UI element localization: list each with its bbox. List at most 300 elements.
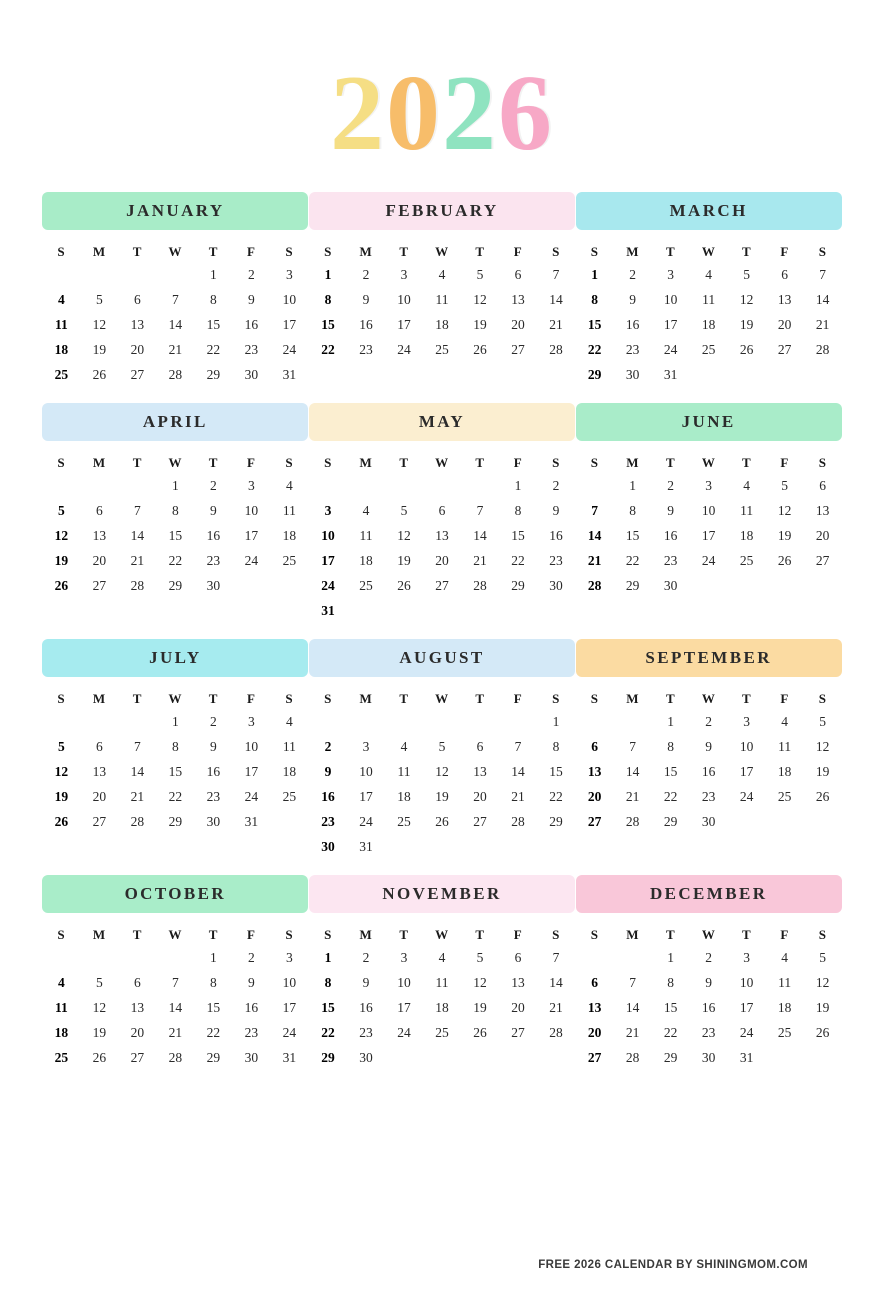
day-cell[interactable]: 3 [247,478,255,493]
day-cell[interactable]: 7 [552,950,560,965]
day-cell[interactable]: 23 [359,1025,373,1040]
day-cell[interactable]: 9 [705,739,713,754]
day-cell[interactable]: 25 [397,814,411,829]
day-cell[interactable]: 16 [701,764,716,779]
day-cell[interactable]: 20 [587,1025,602,1040]
day-cell[interactable]: 15 [625,528,640,543]
day-cell[interactable]: 8 [324,292,332,307]
day-cell[interactable]: 6 [591,739,599,754]
day-cell[interactable]: 18 [282,764,297,779]
day-cell[interactable]: 11 [359,528,373,543]
day-cell[interactable]: 9 [362,292,370,307]
day-cell[interactable]: 26 [473,342,487,357]
day-cell[interactable]: 30 [244,1050,259,1065]
day-cell[interactable]: 20 [92,789,107,804]
day-cell[interactable]: 10 [244,739,259,754]
day-cell[interactable]: 1 [667,950,675,965]
day-cell[interactable]: 21 [549,1000,563,1015]
day-cell[interactable]: 10 [397,292,411,307]
day-cell[interactable]: 11 [778,975,792,990]
day-cell[interactable]: 25 [435,342,449,357]
day-cell[interactable]: 21 [625,1025,640,1040]
day-cell[interactable]: 19 [92,1025,107,1040]
day-cell[interactable]: 7 [171,975,179,990]
day-cell[interactable]: 11 [54,1000,68,1015]
day-cell[interactable]: 19 [92,342,107,357]
day-cell[interactable]: 19 [397,553,411,568]
day-cell[interactable]: 9 [552,503,560,518]
day-cell[interactable]: 19 [815,1000,830,1015]
day-cell[interactable]: 14 [549,292,563,307]
day-cell[interactable]: 17 [397,317,411,332]
day-cell[interactable]: 6 [514,950,522,965]
day-cell[interactable]: 19 [777,528,792,543]
day-cell[interactable]: 13 [92,764,107,779]
day-cell[interactable]: 6 [133,292,141,307]
day-cell[interactable]: 16 [206,764,221,779]
day-cell[interactable]: 3 [285,267,293,282]
day-cell[interactable]: 15 [206,317,221,332]
day-cell[interactable]: 1 [591,267,599,282]
day-cell[interactable]: 28 [168,367,183,382]
day-cell[interactable]: 1 [209,950,217,965]
day-cell[interactable]: 12 [777,503,792,518]
day-cell[interactable]: 1 [324,950,332,965]
day-cell[interactable]: 8 [629,503,637,518]
day-cell[interactable]: 7 [819,267,827,282]
day-cell[interactable]: 20 [777,317,792,332]
day-cell[interactable]: 16 [549,528,563,543]
day-cell[interactable]: 6 [819,478,827,493]
day-cell[interactable]: 17 [282,1000,297,1015]
day-cell[interactable]: 8 [171,739,179,754]
day-cell[interactable]: 7 [171,292,179,307]
day-cell[interactable]: 5 [476,267,484,282]
day-cell[interactable]: 23 [244,1025,259,1040]
day-cell[interactable]: 5 [95,292,103,307]
day-cell[interactable]: 22 [587,342,602,357]
day-cell[interactable]: 17 [359,789,373,804]
day-cell[interactable]: 19 [473,317,487,332]
day-cell[interactable]: 10 [739,975,754,990]
day-cell[interactable]: 26 [815,1025,830,1040]
day-cell[interactable]: 13 [587,764,602,779]
day-cell[interactable]: 9 [667,503,675,518]
day-cell[interactable]: 22 [168,789,183,804]
day-cell[interactable]: 3 [324,503,332,518]
day-cell[interactable]: 24 [282,342,297,357]
day-cell[interactable]: 13 [130,317,145,332]
day-cell[interactable]: 28 [815,342,830,357]
day-cell[interactable]: 15 [168,528,183,543]
day-cell[interactable]: 9 [247,975,255,990]
day-cell[interactable]: 30 [663,578,678,593]
day-cell[interactable]: 27 [511,342,525,357]
day-cell[interactable]: 10 [663,292,678,307]
day-cell[interactable]: 29 [206,367,221,382]
day-cell[interactable]: 30 [625,367,640,382]
day-cell[interactable]: 20 [511,317,525,332]
day-cell[interactable]: 18 [777,1000,792,1015]
day-cell[interactable]: 19 [435,789,449,804]
day-cell[interactable]: 9 [362,975,370,990]
day-cell[interactable]: 21 [625,789,640,804]
day-cell[interactable]: 14 [587,528,602,543]
day-cell[interactable]: 17 [397,1000,411,1015]
day-cell[interactable]: 8 [209,292,217,307]
day-cell[interactable]: 3 [362,739,370,754]
day-cell[interactable]: 7 [591,503,599,518]
day-cell[interactable]: 23 [549,553,563,568]
day-cell[interactable]: 7 [552,267,560,282]
day-cell[interactable]: 5 [57,503,65,518]
day-cell[interactable]: 26 [92,367,107,382]
day-cell[interactable]: 13 [587,1000,602,1015]
day-cell[interactable]: 24 [701,553,716,568]
day-cell[interactable]: 5 [476,950,484,965]
day-cell[interactable]: 4 [285,714,293,729]
day-cell[interactable]: 17 [739,764,754,779]
day-cell[interactable]: 19 [739,317,754,332]
day-cell[interactable]: 3 [400,267,408,282]
day-cell[interactable]: 16 [321,789,335,804]
day-cell[interactable]: 11 [702,292,716,307]
day-cell[interactable]: 14 [473,528,487,543]
day-cell[interactable]: 30 [321,839,335,854]
day-cell[interactable]: 28 [587,578,602,593]
day-cell[interactable]: 27 [511,1025,525,1040]
day-cell[interactable]: 5 [743,267,751,282]
day-cell[interactable]: 1 [324,267,332,282]
day-cell[interactable]: 5 [819,714,827,729]
day-cell[interactable]: 7 [629,739,637,754]
day-cell[interactable]: 12 [815,975,830,990]
day-cell[interactable]: 16 [625,317,640,332]
day-cell[interactable]: 25 [777,1025,792,1040]
day-cell[interactable]: 15 [549,764,563,779]
day-cell[interactable]: 6 [95,739,103,754]
day-cell[interactable]: 29 [663,1050,678,1065]
day-cell[interactable]: 28 [473,578,487,593]
day-cell[interactable]: 23 [625,342,640,357]
day-cell[interactable]: 24 [663,342,678,357]
day-cell[interactable]: 13 [435,528,449,543]
day-cell[interactable]: 18 [397,789,411,804]
day-cell[interactable]: 25 [359,578,373,593]
day-cell[interactable]: 10 [321,528,335,543]
day-cell[interactable]: 21 [511,789,525,804]
day-cell[interactable]: 20 [587,789,602,804]
day-cell[interactable]: 20 [511,1000,525,1015]
day-cell[interactable]: 12 [739,292,754,307]
day-cell[interactable]: 2 [362,950,370,965]
day-cell[interactable]: 30 [206,814,221,829]
day-cell[interactable]: 2 [667,478,675,493]
day-cell[interactable]: 18 [54,342,69,357]
day-cell[interactable]: 20 [473,789,487,804]
day-cell[interactable]: 2 [247,950,255,965]
day-cell[interactable]: 12 [473,292,487,307]
day-cell[interactable]: 15 [168,764,183,779]
day-cell[interactable]: 25 [777,789,792,804]
day-cell[interactable]: 10 [397,975,411,990]
day-cell[interactable]: 4 [285,478,293,493]
day-cell[interactable]: 22 [663,789,678,804]
day-cell[interactable]: 3 [705,478,713,493]
day-cell[interactable]: 20 [130,342,145,357]
day-cell[interactable]: 26 [739,342,754,357]
day-cell[interactable]: 8 [552,739,560,754]
day-cell[interactable]: 7 [133,503,141,518]
day-cell[interactable]: 24 [397,1025,411,1040]
day-cell[interactable]: 20 [435,553,449,568]
day-cell[interactable]: 29 [663,814,678,829]
day-cell[interactable]: 26 [92,1050,107,1065]
day-cell[interactable]: 28 [549,342,563,357]
day-cell[interactable]: 31 [359,839,373,854]
day-cell[interactable]: 14 [625,764,640,779]
day-cell[interactable]: 21 [168,1025,183,1040]
day-cell[interactable]: 12 [54,764,69,779]
day-cell[interactable]: 3 [247,714,255,729]
day-cell[interactable]: 26 [397,578,411,593]
day-cell[interactable]: 28 [511,814,525,829]
day-cell[interactable]: 7 [629,975,637,990]
day-cell[interactable]: 24 [321,578,335,593]
day-cell[interactable]: 24 [739,789,754,804]
day-cell[interactable]: 15 [511,528,525,543]
day-cell[interactable]: 12 [397,528,411,543]
day-cell[interactable]: 6 [438,503,446,518]
day-cell[interactable]: 11 [435,292,449,307]
day-cell[interactable]: 15 [663,764,678,779]
day-cell[interactable]: 30 [549,578,563,593]
day-cell[interactable]: 8 [171,503,179,518]
day-cell[interactable]: 29 [206,1050,221,1065]
day-cell[interactable]: 2 [209,714,217,729]
day-cell[interactable]: 16 [663,528,678,543]
day-cell[interactable]: 30 [244,367,259,382]
day-cell[interactable]: 7 [133,739,141,754]
day-cell[interactable]: 29 [587,367,602,382]
day-cell[interactable]: 7 [476,503,484,518]
day-cell[interactable]: 31 [321,603,335,618]
day-cell[interactable]: 4 [362,503,370,518]
day-cell[interactable]: 2 [209,478,217,493]
day-cell[interactable]: 29 [549,814,563,829]
day-cell[interactable]: 14 [168,317,183,332]
day-cell[interactable]: 8 [667,975,675,990]
day-cell[interactable]: 23 [244,342,259,357]
day-cell[interactable]: 14 [625,1000,640,1015]
day-cell[interactable]: 2 [629,267,637,282]
day-cell[interactable]: 18 [435,1000,449,1015]
day-cell[interactable]: 29 [511,578,525,593]
day-cell[interactable]: 13 [815,503,830,518]
day-cell[interactable]: 11 [54,317,68,332]
day-cell[interactable]: 10 [739,739,754,754]
day-cell[interactable]: 22 [321,1025,335,1040]
day-cell[interactable]: 27 [587,814,602,829]
day-cell[interactable]: 29 [625,578,640,593]
day-cell[interactable]: 17 [244,764,259,779]
day-cell[interactable]: 12 [435,764,449,779]
day-cell[interactable]: 1 [209,267,217,282]
day-cell[interactable]: 25 [54,1050,69,1065]
day-cell[interactable]: 4 [57,292,65,307]
day-cell[interactable]: 9 [705,975,713,990]
day-cell[interactable]: 12 [473,975,487,990]
day-cell[interactable]: 7 [514,739,522,754]
day-cell[interactable]: 21 [473,553,487,568]
day-cell[interactable]: 4 [57,975,65,990]
day-cell[interactable]: 6 [591,975,599,990]
day-cell[interactable]: 20 [130,1025,145,1040]
day-cell[interactable]: 1 [667,714,675,729]
day-cell[interactable]: 12 [92,317,107,332]
day-cell[interactable]: 10 [244,503,259,518]
day-cell[interactable]: 4 [781,950,789,965]
day-cell[interactable]: 23 [359,342,373,357]
day-cell[interactable]: 4 [705,267,713,282]
day-cell[interactable]: 24 [282,1025,297,1040]
day-cell[interactable]: 24 [244,553,259,568]
day-cell[interactable]: 4 [743,478,751,493]
day-cell[interactable]: 17 [244,528,259,543]
day-cell[interactable]: 29 [321,1050,335,1065]
day-cell[interactable]: 23 [321,814,335,829]
day-cell[interactable]: 27 [473,814,487,829]
day-cell[interactable]: 3 [400,950,408,965]
day-cell[interactable]: 28 [168,1050,183,1065]
day-cell[interactable]: 16 [701,1000,716,1015]
day-cell[interactable]: 14 [549,975,563,990]
day-cell[interactable]: 17 [739,1000,754,1015]
day-cell[interactable]: 16 [359,317,373,332]
day-cell[interactable]: 27 [92,578,107,593]
day-cell[interactable]: 3 [743,714,751,729]
day-cell[interactable]: 9 [209,503,217,518]
day-cell[interactable]: 21 [587,553,602,568]
day-cell[interactable]: 27 [92,814,107,829]
day-cell[interactable]: 27 [130,1050,145,1065]
day-cell[interactable]: 10 [359,764,373,779]
day-cell[interactable]: 1 [552,714,560,729]
day-cell[interactable]: 9 [209,739,217,754]
day-cell[interactable]: 4 [781,714,789,729]
day-cell[interactable]: 2 [705,950,713,965]
day-cell[interactable]: 13 [130,1000,145,1015]
day-cell[interactable]: 3 [743,950,751,965]
day-cell[interactable]: 2 [362,267,370,282]
day-cell[interactable]: 10 [282,975,297,990]
day-cell[interactable]: 26 [54,578,69,593]
day-cell[interactable]: 17 [282,317,297,332]
day-cell[interactable]: 2 [324,739,332,754]
day-cell[interactable]: 31 [282,1050,297,1065]
day-cell[interactable]: 15 [321,1000,335,1015]
day-cell[interactable]: 31 [244,814,259,829]
day-cell[interactable]: 21 [168,342,183,357]
day-cell[interactable]: 18 [54,1025,69,1040]
day-cell[interactable]: 27 [777,342,792,357]
day-cell[interactable]: 19 [54,553,69,568]
day-cell[interactable]: 21 [130,789,145,804]
day-cell[interactable]: 16 [206,528,221,543]
day-cell[interactable]: 19 [54,789,69,804]
day-cell[interactable]: 29 [168,814,183,829]
day-cell[interactable]: 27 [435,578,449,593]
day-cell[interactable]: 21 [130,553,145,568]
day-cell[interactable]: 18 [739,528,754,543]
day-cell[interactable]: 26 [54,814,69,829]
day-cell[interactable]: 18 [282,528,297,543]
day-cell[interactable]: 8 [514,503,522,518]
day-cell[interactable]: 5 [95,975,103,990]
day-cell[interactable]: 9 [324,764,332,779]
day-cell[interactable]: 31 [739,1050,754,1065]
day-cell[interactable]: 1 [171,478,179,493]
day-cell[interactable]: 13 [92,528,107,543]
day-cell[interactable]: 9 [247,292,255,307]
day-cell[interactable]: 8 [209,975,217,990]
day-cell[interactable]: 22 [206,342,221,357]
day-cell[interactable]: 12 [92,1000,107,1015]
day-cell[interactable]: 27 [130,367,145,382]
day-cell[interactable]: 30 [701,814,716,829]
day-cell[interactable]: 12 [54,528,69,543]
day-cell[interactable]: 26 [777,553,792,568]
day-cell[interactable]: 31 [282,367,297,382]
day-cell[interactable]: 23 [701,1025,716,1040]
day-cell[interactable]: 21 [815,317,830,332]
day-cell[interactable]: 11 [282,503,296,518]
day-cell[interactable]: 13 [511,292,525,307]
day-cell[interactable]: 25 [701,342,716,357]
day-cell[interactable]: 2 [705,714,713,729]
day-cell[interactable]: 24 [739,1025,754,1040]
day-cell[interactable]: 30 [206,578,221,593]
day-cell[interactable]: 13 [473,764,487,779]
day-cell[interactable]: 26 [473,1025,487,1040]
day-cell[interactable]: 14 [815,292,830,307]
day-cell[interactable]: 6 [476,739,484,754]
day-cell[interactable]: 6 [514,267,522,282]
day-cell[interactable]: 1 [629,478,637,493]
day-cell[interactable]: 29 [168,578,183,593]
day-cell[interactable]: 26 [815,789,830,804]
day-cell[interactable]: 4 [438,267,446,282]
day-cell[interactable]: 8 [591,292,599,307]
day-cell[interactable]: 24 [244,789,259,804]
day-cell[interactable]: 11 [397,764,411,779]
day-cell[interactable]: 2 [247,267,255,282]
day-cell[interactable]: 23 [663,553,678,568]
day-cell[interactable]: 5 [400,503,408,518]
day-cell[interactable]: 2 [552,478,560,493]
day-cell[interactable]: 5 [819,950,827,965]
day-cell[interactable]: 13 [511,975,525,990]
day-cell[interactable]: 10 [282,292,297,307]
day-cell[interactable]: 14 [511,764,525,779]
day-cell[interactable]: 23 [206,553,221,568]
day-cell[interactable]: 8 [667,739,675,754]
day-cell[interactable]: 23 [206,789,221,804]
day-cell[interactable]: 4 [438,950,446,965]
day-cell[interactable]: 1 [171,714,179,729]
day-cell[interactable]: 15 [587,317,602,332]
day-cell[interactable]: 15 [206,1000,221,1015]
